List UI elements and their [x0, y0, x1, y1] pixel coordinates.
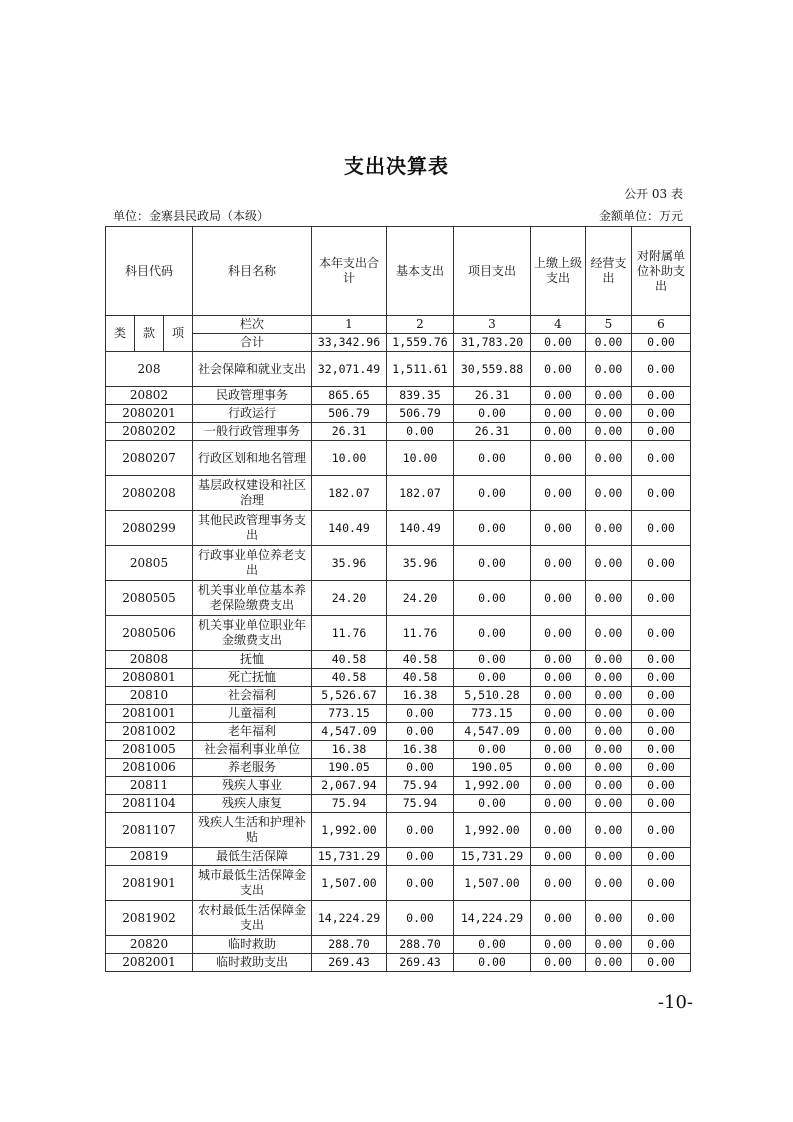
row-total: 288.70: [312, 936, 387, 954]
row-code: 2080202: [106, 423, 193, 441]
col-index-2: 2: [387, 316, 454, 334]
row-upper: 0.00: [531, 777, 586, 795]
row-upper: 0.00: [531, 476, 586, 511]
row-project: 4,547.09: [454, 723, 531, 741]
unit-label: 单位：金寨县民政局（本级）: [113, 209, 270, 223]
row-business: 0.00: [586, 741, 632, 759]
row-business: 0.00: [586, 848, 632, 866]
row-project: 773.15: [454, 705, 531, 723]
row-subsidy: 0.00: [632, 901, 691, 936]
row-name: 基层政权建设和社区治理: [193, 476, 312, 511]
row-code: 20808: [106, 651, 193, 669]
row-project: 5,510.28: [454, 687, 531, 705]
row-basic: 16.38: [387, 687, 454, 705]
row-upper: 0.00: [531, 795, 586, 813]
table-row: [106, 866, 691, 901]
total-row: [106, 334, 691, 352]
header-lanci: 栏次: [193, 316, 312, 334]
row-upper: 0.00: [531, 759, 586, 777]
row-project: 0.00: [454, 476, 531, 511]
row-basic: 182.07: [387, 476, 454, 511]
row-business: 0.00: [586, 705, 632, 723]
row-basic: 506.79: [387, 405, 454, 423]
row-basic: 0.00: [387, 866, 454, 901]
row-project: 0.00: [454, 651, 531, 669]
table-body: [106, 316, 691, 972]
row-project: 15,731.29: [454, 848, 531, 866]
row-code: 208: [106, 352, 193, 387]
table-row: [106, 441, 691, 476]
money-unit-label: 金额单位：万元: [598, 209, 683, 223]
table-row: [106, 795, 691, 813]
table-row: [106, 723, 691, 741]
row-name: 死亡抚恤: [193, 669, 312, 687]
row-project: 0.00: [454, 954, 531, 972]
row-upper: 0.00: [531, 687, 586, 705]
row-name: 行政区划和地名管理: [193, 441, 312, 476]
table-row: [106, 511, 691, 546]
row-project: 0.00: [454, 936, 531, 954]
col-index-5: 5: [586, 316, 632, 334]
row-code: 20819: [106, 848, 193, 866]
row-business: 0.00: [586, 866, 632, 901]
row-name: 养老服务: [193, 759, 312, 777]
row-total: 1,992.00: [312, 813, 387, 848]
row-basic: 75.94: [387, 777, 454, 795]
row-total: 32,071.49: [312, 352, 387, 387]
table-row: [106, 813, 691, 848]
header-name: 科目名称: [193, 227, 312, 316]
row-basic: 40.58: [387, 651, 454, 669]
row-name: 行政事业单位养老支出: [193, 546, 312, 581]
row-project: 0.00: [454, 616, 531, 651]
table-row: [106, 901, 691, 936]
row-code: 2080201: [106, 405, 193, 423]
row-business: 0.00: [586, 511, 632, 546]
header-lei: 类: [106, 316, 135, 352]
table-row: [106, 777, 691, 795]
row-subsidy: 0.00: [632, 405, 691, 423]
row-name: 残疾人事业: [193, 777, 312, 795]
row-total: 16.38: [312, 741, 387, 759]
row-name: 行政运行: [193, 405, 312, 423]
row-project: 1,992.00: [454, 813, 531, 848]
total-basic: 1,559.76: [387, 334, 454, 352]
row-subsidy: 0.00: [632, 511, 691, 546]
row-business: 0.00: [586, 581, 632, 616]
row-basic: 0.00: [387, 848, 454, 866]
row-basic: 839.35: [387, 387, 454, 405]
row-project: 30,559.88: [454, 352, 531, 387]
header-code: 科目代码: [106, 227, 193, 316]
row-project: 0.00: [454, 669, 531, 687]
row-total: 182.07: [312, 476, 387, 511]
row-subsidy: 0.00: [632, 687, 691, 705]
row-total: 40.58: [312, 669, 387, 687]
row-total: 2,067.94: [312, 777, 387, 795]
row-name: 抚恤: [193, 651, 312, 669]
total-amount: 33,342.96: [312, 334, 387, 352]
row-basic: 0.00: [387, 723, 454, 741]
row-project: 190.05: [454, 759, 531, 777]
row-subsidy: 0.00: [632, 813, 691, 848]
row-name: 儿童福利: [193, 705, 312, 723]
total-upper: 0.00: [531, 334, 586, 352]
row-total: 35.96: [312, 546, 387, 581]
col-index-3: 3: [454, 316, 531, 334]
row-name: 残疾人生活和护理补贴: [193, 813, 312, 848]
row-total: 140.49: [312, 511, 387, 546]
header-total: 本年支出合计: [312, 227, 387, 316]
total-project: 31,783.20: [454, 334, 531, 352]
row-basic: 16.38: [387, 741, 454, 759]
row-code: 2080801: [106, 669, 193, 687]
column-index-row: [106, 316, 691, 334]
row-code: 2081902: [106, 901, 193, 936]
row-basic: 269.43: [387, 954, 454, 972]
row-name: 一般行政管理事务: [193, 423, 312, 441]
table-row: [106, 705, 691, 723]
row-project: 0.00: [454, 581, 531, 616]
col-index-6: 6: [632, 316, 691, 334]
row-subsidy: 0.00: [632, 866, 691, 901]
row-upper: 0.00: [531, 511, 586, 546]
row-name: 社会福利: [193, 687, 312, 705]
table-row: [106, 936, 691, 954]
row-basic: 11.76: [387, 616, 454, 651]
row-subsidy: 0.00: [632, 777, 691, 795]
row-basic: 0.00: [387, 901, 454, 936]
row-subsidy: 0.00: [632, 669, 691, 687]
row-total: 865.65: [312, 387, 387, 405]
row-total: 10.00: [312, 441, 387, 476]
page-number: -10-: [657, 992, 693, 1013]
row-total: 190.05: [312, 759, 387, 777]
row-business: 0.00: [586, 405, 632, 423]
row-total: 5,526.67: [312, 687, 387, 705]
row-upper: 0.00: [531, 741, 586, 759]
row-upper: 0.00: [531, 848, 586, 866]
row-basic: 40.58: [387, 669, 454, 687]
row-subsidy: 0.00: [632, 936, 691, 954]
row-code: 20810: [106, 687, 193, 705]
header-basic: 基本支出: [387, 227, 454, 316]
row-basic: 140.49: [387, 511, 454, 546]
table-row: [106, 476, 691, 511]
row-business: 0.00: [586, 423, 632, 441]
form-number: 公开 03 表: [624, 187, 683, 201]
row-code: 2081002: [106, 723, 193, 741]
row-subsidy: 0.00: [632, 423, 691, 441]
row-business: 0.00: [586, 352, 632, 387]
row-basic: 0.00: [387, 423, 454, 441]
row-basic: 24.20: [387, 581, 454, 616]
row-total: 15,731.29: [312, 848, 387, 866]
row-name: 残疾人康复: [193, 795, 312, 813]
row-project: 0.00: [454, 511, 531, 546]
row-upper: 0.00: [531, 901, 586, 936]
row-business: 0.00: [586, 813, 632, 848]
row-total: 26.31: [312, 423, 387, 441]
row-code: 20805: [106, 546, 193, 581]
total-subsidy: 0.00: [632, 334, 691, 352]
row-code: 2080299: [106, 511, 193, 546]
row-business: 0.00: [586, 723, 632, 741]
row-subsidy: 0.00: [632, 795, 691, 813]
row-business: 0.00: [586, 954, 632, 972]
row-business: 0.00: [586, 387, 632, 405]
row-total: 773.15: [312, 705, 387, 723]
row-project: 0.00: [454, 795, 531, 813]
table-row: [106, 352, 691, 387]
row-business: 0.00: [586, 546, 632, 581]
row-project: 0.00: [454, 741, 531, 759]
row-project: 0.00: [454, 405, 531, 423]
row-subsidy: 0.00: [632, 741, 691, 759]
row-code: 2081005: [106, 741, 193, 759]
row-name: 城市最低生活保障金支出: [193, 866, 312, 901]
row-project: 14,224.29: [454, 901, 531, 936]
row-subsidy: 0.00: [632, 476, 691, 511]
header-row: [106, 227, 691, 316]
row-basic: 1,511.61: [387, 352, 454, 387]
row-name: 社会保障和就业支出: [193, 352, 312, 387]
row-project: 0.00: [454, 441, 531, 476]
row-upper: 0.00: [531, 423, 586, 441]
row-code: 20811: [106, 777, 193, 795]
row-business: 0.00: [586, 687, 632, 705]
row-upper: 0.00: [531, 813, 586, 848]
row-code: 2082001: [106, 954, 193, 972]
row-basic: 0.00: [387, 813, 454, 848]
table-row: [106, 651, 691, 669]
row-business: 0.00: [586, 441, 632, 476]
row-business: 0.00: [586, 795, 632, 813]
row-total: 269.43: [312, 954, 387, 972]
row-business: 0.00: [586, 901, 632, 936]
row-upper: 0.00: [531, 954, 586, 972]
row-basic: 0.00: [387, 759, 454, 777]
header-subsidy: 对附属单位补助支出: [632, 227, 691, 316]
table-row: [106, 616, 691, 651]
table-row: [106, 954, 691, 972]
row-total: 11.76: [312, 616, 387, 651]
table-row: [106, 581, 691, 616]
row-name: 老年福利: [193, 723, 312, 741]
row-name: 最低生活保障: [193, 848, 312, 866]
table-row: [106, 387, 691, 405]
row-name: 临时救助: [193, 936, 312, 954]
row-name: 机关事业单位职业年金缴费支出: [193, 616, 312, 651]
row-code: 20820: [106, 936, 193, 954]
row-name: 社会福利事业单位: [193, 741, 312, 759]
row-name: 其他民政管理事务支出: [193, 511, 312, 546]
table-row: [106, 546, 691, 581]
row-basic: 288.70: [387, 936, 454, 954]
table-row: [106, 405, 691, 423]
row-name: 临时救助支出: [193, 954, 312, 972]
row-subsidy: 0.00: [632, 616, 691, 651]
row-upper: 0.00: [531, 546, 586, 581]
row-code: 2081001: [106, 705, 193, 723]
row-business: 0.00: [586, 669, 632, 687]
row-project: 26.31: [454, 423, 531, 441]
row-upper: 0.00: [531, 581, 586, 616]
row-total: 75.94: [312, 795, 387, 813]
row-project: 1,992.00: [454, 777, 531, 795]
row-upper: 0.00: [531, 441, 586, 476]
row-basic: 75.94: [387, 795, 454, 813]
row-upper: 0.00: [531, 616, 586, 651]
table-row: [106, 687, 691, 705]
row-basic: 0.00: [387, 705, 454, 723]
row-subsidy: 0.00: [632, 848, 691, 866]
row-business: 0.00: [586, 759, 632, 777]
row-upper: 0.00: [531, 669, 586, 687]
total-label: 合计: [193, 334, 312, 352]
row-total: 4,547.09: [312, 723, 387, 741]
row-business: 0.00: [586, 651, 632, 669]
row-subsidy: 0.00: [632, 546, 691, 581]
col-index-4: 4: [531, 316, 586, 334]
row-code: 2080505: [106, 581, 193, 616]
row-subsidy: 0.00: [632, 441, 691, 476]
row-subsidy: 0.00: [632, 723, 691, 741]
row-project: 26.31: [454, 387, 531, 405]
row-subsidy: 0.00: [632, 759, 691, 777]
row-upper: 0.00: [531, 705, 586, 723]
row-code: 2080506: [106, 616, 193, 651]
row-basic: 10.00: [387, 441, 454, 476]
header-kuan: 款: [135, 316, 164, 352]
header-upper: 上缴上级支出: [531, 227, 586, 316]
row-subsidy: 0.00: [632, 954, 691, 972]
row-total: 40.58: [312, 651, 387, 669]
row-name: 农村最低生活保障金支出: [193, 901, 312, 936]
row-business: 0.00: [586, 777, 632, 795]
row-business: 0.00: [586, 476, 632, 511]
row-name: 民政管理事务: [193, 387, 312, 405]
row-upper: 0.00: [531, 651, 586, 669]
col-index-1: 1: [312, 316, 387, 334]
row-subsidy: 0.00: [632, 352, 691, 387]
row-subsidy: 0.00: [632, 651, 691, 669]
table-row: [106, 741, 691, 759]
row-total: 1,507.00: [312, 866, 387, 901]
row-total: 506.79: [312, 405, 387, 423]
row-upper: 0.00: [531, 723, 586, 741]
table-row: [106, 759, 691, 777]
table-row: [106, 423, 691, 441]
row-name: 机关事业单位基本养老保险缴费支出: [193, 581, 312, 616]
row-subsidy: 0.00: [632, 705, 691, 723]
row-upper: 0.00: [531, 866, 586, 901]
row-code: 2081901: [106, 866, 193, 901]
table-row: [106, 848, 691, 866]
header-business: 经营支出: [586, 227, 632, 316]
row-upper: 0.00: [531, 405, 586, 423]
row-subsidy: 0.00: [632, 387, 691, 405]
row-project: 0.00: [454, 546, 531, 581]
row-code: 2080207: [106, 441, 193, 476]
row-project: 1,507.00: [454, 866, 531, 901]
row-total: 14,224.29: [312, 901, 387, 936]
row-code: 2080208: [106, 476, 193, 511]
row-basic: 35.96: [387, 546, 454, 581]
header-project: 项目支出: [454, 227, 531, 316]
row-subsidy: 0.00: [632, 581, 691, 616]
page-title: 支出决算表: [344, 154, 449, 178]
row-code: 20802: [106, 387, 193, 405]
row-code: 2081006: [106, 759, 193, 777]
row-code: 2081104: [106, 795, 193, 813]
row-business: 0.00: [586, 936, 632, 954]
row-total: 24.20: [312, 581, 387, 616]
header-xiang: 项: [164, 316, 193, 352]
row-business: 0.00: [586, 616, 632, 651]
total-business: 0.00: [586, 334, 632, 352]
table-row: [106, 669, 691, 687]
row-upper: 0.00: [531, 936, 586, 954]
row-upper: 0.00: [531, 387, 586, 405]
expenditure-table: [105, 226, 691, 972]
row-code: 2081107: [106, 813, 193, 848]
row-upper: 0.00: [531, 352, 586, 387]
